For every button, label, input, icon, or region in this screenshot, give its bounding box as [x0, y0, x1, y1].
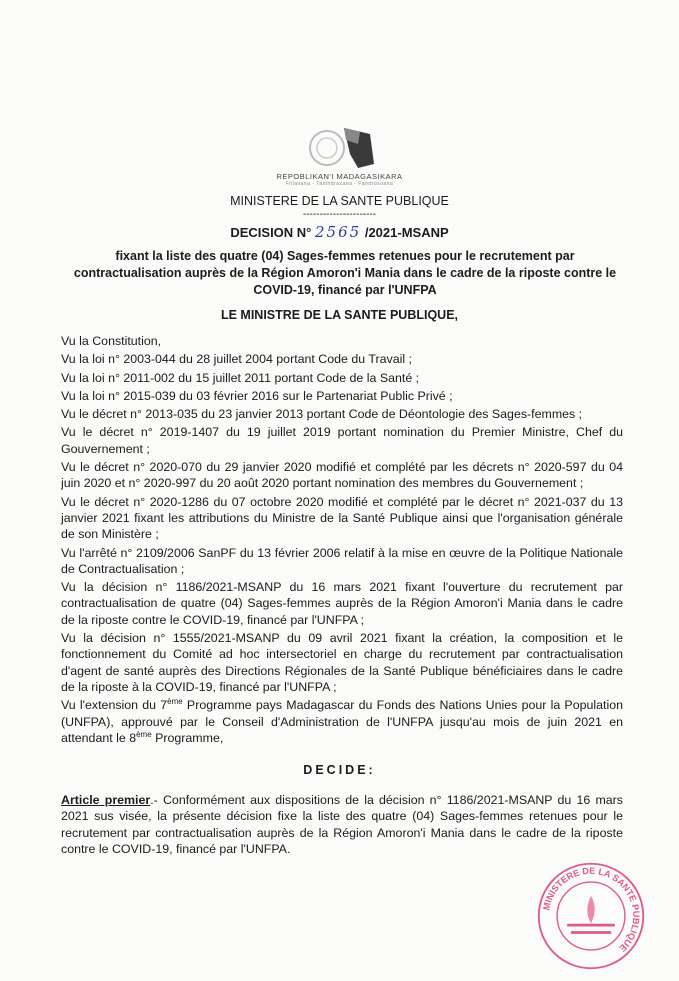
separator: ----------------------	[302, 209, 377, 220]
consideration: Vu le décret n° 2020-1286 du 07 octobre 2020 modifié et complété par le décret n° 2021-037 du 13 janvier 2021 fixant les attributions du Ministre de la Santé Publique ainsi que l'organisation générale de son Ministère ;	[61, 494, 623, 542]
article-label: Article premier	[61, 793, 151, 808]
consideration: Vu la Constitution,	[61, 334, 162, 348]
superscript: ème	[136, 729, 152, 739]
consideration: Vu la décision n° 1186/2021-MSANP du 16 mars 2021 fixant l'ouverture du recrutement par contractualisation de quatre (04) Sages-femmes auprès de la Région Amoron'i Mania dans le cadre de la riposte contre le COVID-19, financé par l'UNFPA ;	[61, 580, 623, 627]
country-name: REPOBLIKAN'I MADAGASIKARA	[276, 172, 403, 181]
decision-prefix: DECISION N°	[230, 225, 312, 240]
decision-number: 2565	[315, 223, 362, 241]
consideration: Vu le décret n° 2013-035 du 23 janvier 2013 portant Code de Déontologie des Sages-femmes ;	[61, 407, 583, 422]
consideration-extension	[61, 697, 623, 746]
consideration: Vu le décret n° 2020-070 du 29 janvier 2020 modifié et complété par les décrets n° 2020-597 du 04 juin 2020 et n° 2020-997 du 20 août 2020 portant nomination des membres du Gouvernement ;	[61, 460, 623, 491]
considerations	[61, 333, 623, 746]
decision-subject: fixant la liste des quatre (04) Sages-femmes retenues pour le recrutement par contractualisation auprès de la Région Amoron'i Mania dans le cadre de la riposte contre le COVID-19, financé par l'UNFPA	[73, 249, 617, 297]
article-sep: .-	[150, 793, 163, 808]
consideration: Vu la loi n° 2011-002 du 15 juillet 2011 portant Code de la Santé ;	[61, 370, 420, 385]
text: Programme pays Madagascar du Fonds des Nations Unies pour la Population (UNFPA), approuvé par le Conseil d'Administration de l'UNFPA jusqu'au mois de juin 2021 en attendant le 8	[61, 698, 623, 745]
republic-emblem-logo	[300, 124, 380, 172]
article-premier	[61, 792, 623, 857]
decide-heading: DECIDE:	[303, 763, 376, 778]
consideration: Vu le décret n° 2019-1407 du 19 juillet 2019 portant nomination du Premier Ministre, Chef du Gouvernement ;	[61, 425, 623, 456]
svg-text:MINISTERE DE LA SANTE PUBLIQUE: MINISTERE DE LA SANTE PUBLIQUE	[541, 866, 642, 954]
superscript: ème	[167, 697, 183, 707]
consideration: Vu la décision n° 1555/2021-MSANP du 09 avril 2021 fixant la création, la composition et le fonctionnement du Comité ad hoc intersectoriel en charge du recrutement par contractualisation d'agent de santé auprès des Directions Régionales de la Santé Publique bénéficiaires dans le cadre de la riposte à la COVID-19, financé par l'UNFPA ;	[61, 631, 623, 694]
text: Programme,	[151, 730, 224, 745]
ministry-name: MINISTERE DE LA SANTE PUBLIQUE	[230, 194, 449, 208]
decision-title	[0, 223, 679, 242]
minister-heading: LE MINISTRE DE LA SANTE PUBLIQUE,	[220, 308, 459, 322]
ministry-stamp	[536, 861, 646, 971]
article-text: Conformément aux dispositions de la décision n° 1186/2021-MSANP du 16 mars 2021 sus visée, la présente décision fixe la liste des quatre (04) Sages-femmes retenues pour le recrutement par contractualisation auprès de la Région Amoron'i Mania dans le cadre de la riposte contre le COVID-19, financé par l'UNFPA.	[61, 793, 623, 857]
consideration: Vu la loi n° 2003-044 du 28 juillet 2004 portant Code du Travail ;	[61, 352, 412, 367]
country-motto: Fitiavana - Tanindrazana - Fandrosoana	[285, 181, 394, 187]
consideration: Vu la loi n° 2015-039 du 03 février 2016 sur le Partenariat Public Privé ;	[61, 388, 453, 403]
decision-suffix: /2021-MSANP	[364, 225, 449, 240]
text: Vu l'extension du 7	[61, 698, 168, 713]
consideration: Vu l'arrêté n° 2109/2006 SanPF du 13 février 2006 relatif à la mise en œuvre de la Politique Nationale de Contractualisation ;	[61, 545, 623, 576]
